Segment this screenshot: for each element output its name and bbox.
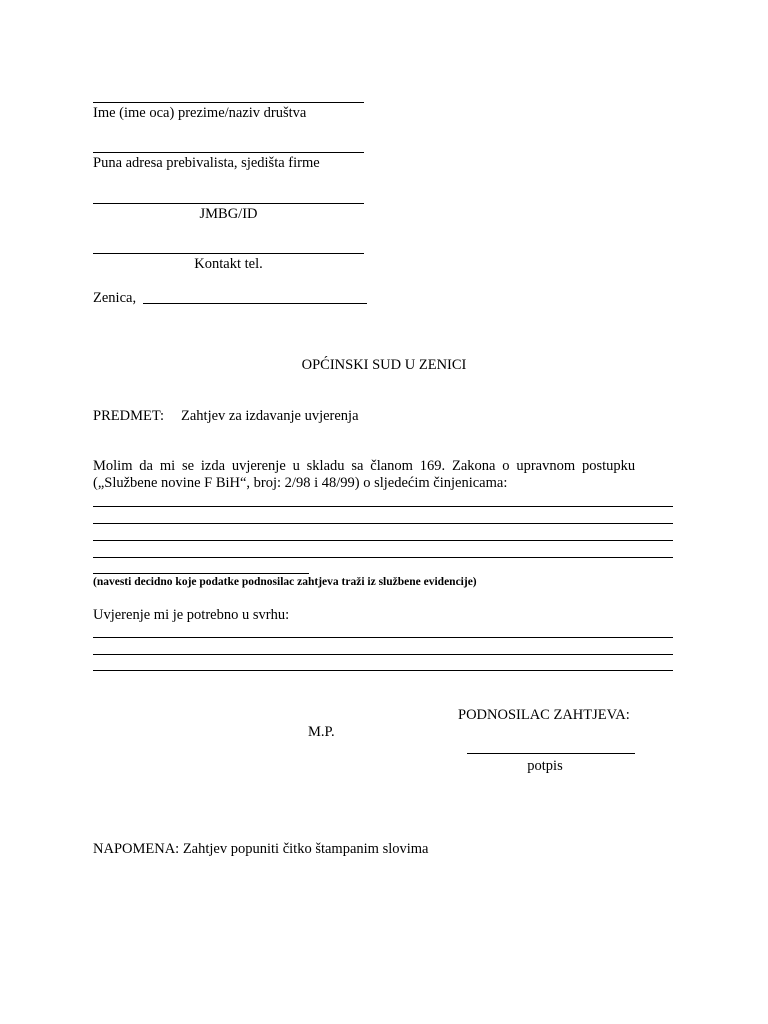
court-title: OPĆINSKI SUD U ZENICI	[301, 357, 467, 373]
name-field-line[interactable]	[93, 102, 364, 103]
phone-field-line[interactable]	[93, 253, 364, 254]
jmbg-label: JMBG/ID	[199, 206, 258, 222]
subject-value: Zahtjev za izdavanje uvjerenja	[181, 408, 359, 424]
purpose-line-3[interactable]	[93, 670, 673, 671]
facts-line-4[interactable]	[93, 557, 673, 558]
footer-note: NAPOMENA: Zahtjev popuniti čitko štampanim slovima	[93, 841, 429, 857]
signature-caption: potpis	[527, 758, 563, 774]
purpose-line-2[interactable]	[93, 654, 673, 655]
phone-label: Kontakt tel.	[194, 256, 263, 272]
address-field-line[interactable]	[93, 152, 364, 153]
facts-line-1[interactable]	[93, 506, 673, 507]
date-field-line[interactable]	[143, 303, 367, 304]
request-line-2: („Službene novine F BiH“, broj: 2/98 i 48/99) o sljedećim činjenicama:	[93, 475, 508, 491]
address-label: Puna adresa prebivalista, sjedišta firme	[93, 155, 320, 171]
jmbg-field-line[interactable]	[93, 203, 364, 204]
subject-label: PREDMET:	[93, 408, 164, 424]
facts-line-3[interactable]	[93, 540, 673, 541]
facts-line-2[interactable]	[93, 523, 673, 524]
stamp-label: M.P.	[308, 724, 335, 740]
purpose-line-1[interactable]	[93, 637, 673, 638]
city-date-prefix: Zenica,	[93, 290, 137, 306]
request-line-1: Molim da mi se izda uvjerenje u skladu sa članom 169. Zakona o upravnom postupku	[93, 458, 636, 474]
facts-note: (navesti decidno koje podatke podnosilac zahtjeva traži iz službene evidencije)	[93, 576, 477, 588]
purpose-label: Uvjerenje mi je potrebno u svrhu:	[93, 607, 290, 623]
name-label: Ime (ime oca) prezime/naziv društva	[93, 105, 307, 121]
signature-line[interactable]	[467, 753, 635, 754]
applicant-label: PODNOSILAC ZAHTJEVA:	[458, 707, 630, 723]
